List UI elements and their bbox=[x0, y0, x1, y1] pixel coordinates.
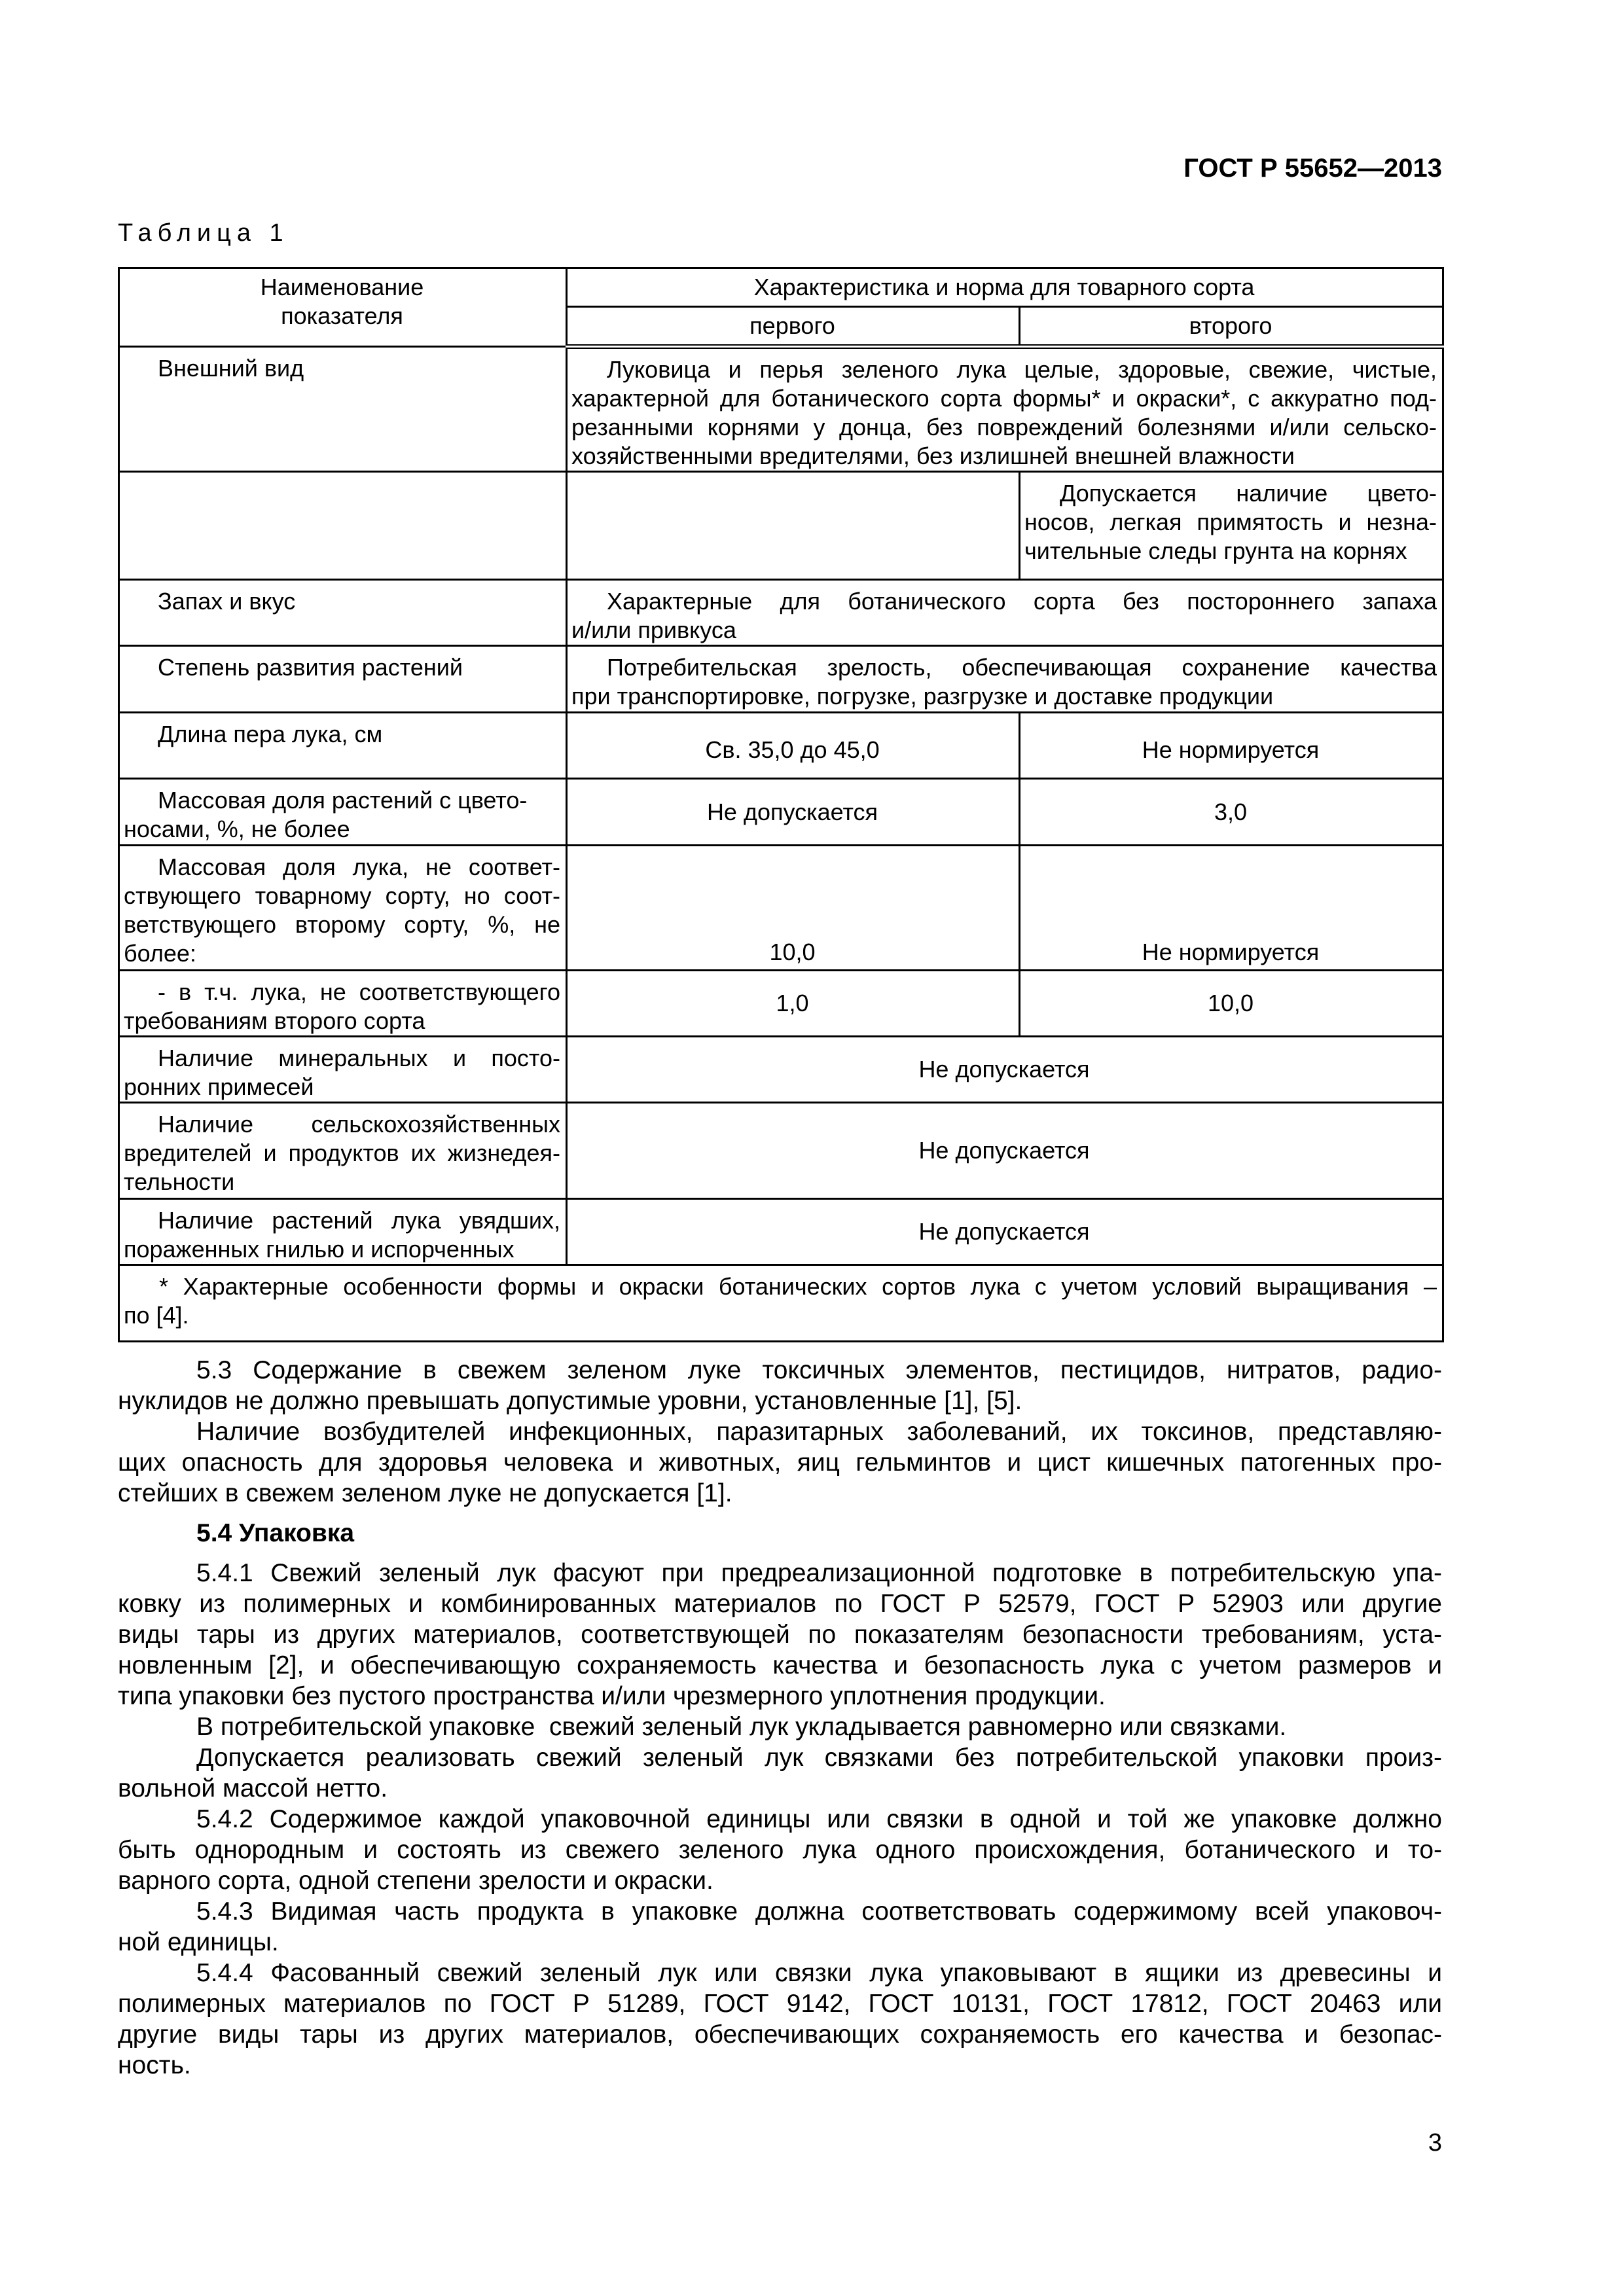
paragraph-5-3 bbox=[118, 1355, 1442, 1416]
table-row bbox=[119, 347, 1443, 472]
norm-second-grade bbox=[1020, 472, 1443, 580]
header-indicator-name bbox=[119, 268, 567, 347]
paragraph-5-4-3 bbox=[118, 1896, 1442, 1958]
table-caption: Таблица 1 bbox=[118, 219, 289, 247]
table-row bbox=[119, 846, 1443, 971]
text-line: 3,0 bbox=[1214, 798, 1248, 825]
header-group-label: Характеристика и норма для товарного сорта bbox=[753, 274, 1255, 300]
text-line: тельности bbox=[124, 1168, 235, 1195]
document-code: ГОСТ Р 55652—2013 bbox=[1183, 154, 1442, 183]
text-line: вредителей и продуктов их жизнедея- bbox=[124, 1139, 560, 1166]
text-line: 5.4.2 Содержимое каждой упаковочной единицы или связки в одной и той же упаковке должно bbox=[196, 1805, 1442, 1833]
text-line: типа упаковки без пустого пространства и/или чрезмерного уплотнения продукции. bbox=[118, 1682, 1106, 1710]
header-second-label: второго bbox=[1189, 312, 1272, 339]
header-first-grade bbox=[567, 307, 1020, 347]
text-line: виды тары из других материалов, соответствующей по показателям безопасности требованиям, уста- bbox=[118, 1621, 1442, 1649]
paragraph-hazards bbox=[118, 1416, 1442, 1509]
text-line: и/или привкуса bbox=[571, 617, 736, 643]
text-line: Степень развития растений bbox=[158, 654, 463, 681]
text-line: Не допускается bbox=[918, 1137, 1090, 1164]
text-line: Наличие возбудителей инфекционных, паразитарных заболеваний, их токсинов, представляю- bbox=[196, 1418, 1442, 1446]
text-line: Длина пера лука, см bbox=[158, 721, 383, 747]
text-line: Не нормируется bbox=[1142, 736, 1320, 763]
text-line: В потребительской упаковке свежий зеленый лук укладывается равномерно или связками. bbox=[196, 1713, 1287, 1741]
text-line: ветствующего второму сорту, %, не bbox=[124, 911, 560, 938]
text-line: вольной массой нетто. bbox=[118, 1774, 388, 1803]
text-line: * Характерные особенности формы и окраски ботанических сортов лука с учетом условий выращивания – bbox=[159, 1273, 1437, 1300]
text-line: пораженных гнилью и испорченных bbox=[124, 1236, 514, 1263]
norm-second-grade bbox=[1020, 779, 1443, 846]
text-line: носов, легкая примятость и незна- bbox=[1024, 509, 1437, 535]
text-line: быть однородным и состоять из свежего зеленого лука одного происхождения, ботанического и то- bbox=[118, 1836, 1442, 1864]
text-line: Луковица и перья зеленого лука целые, здоровые, свежие, чистые, bbox=[607, 356, 1437, 383]
text-line: Наименование bbox=[260, 274, 424, 300]
text-line: Не допускается bbox=[706, 798, 878, 825]
text-line: ствующего товарному сорту, но соот- bbox=[124, 882, 560, 909]
text-line: 5.3 Содержание в свежем зеленом луке токсичных элементов, пестицидов, нитратов, радио- bbox=[196, 1356, 1442, 1384]
table-row bbox=[119, 580, 1443, 646]
text-line: Внешний вид bbox=[158, 355, 304, 382]
table-row bbox=[119, 713, 1443, 779]
norm-both-grades bbox=[567, 1199, 1443, 1265]
text-line: Не допускается bbox=[918, 1056, 1090, 1083]
text-line: - в т.ч. лука, не соответствующего bbox=[158, 978, 560, 1005]
text-line: Св. 35,0 до 45,0 bbox=[705, 736, 880, 763]
text-line: хозяйственными вредителями, без излишней внешней влажности bbox=[571, 442, 1295, 469]
table-row bbox=[119, 1199, 1443, 1265]
norm-second-grade bbox=[1020, 846, 1443, 971]
text-line: Допускается наличие цвето- bbox=[1060, 480, 1437, 507]
text-line: по [4]. bbox=[124, 1302, 189, 1329]
indicator-name bbox=[119, 1199, 567, 1265]
text-line: варного сорта, одной степени зрелости и окраски. bbox=[118, 1867, 713, 1895]
norm-first-grade bbox=[567, 713, 1020, 779]
indicator-name bbox=[119, 713, 567, 779]
norm-both-grades bbox=[567, 580, 1443, 646]
text-line: Массовая доля растений с цвето- bbox=[158, 787, 528, 814]
norm-both-grades bbox=[567, 1037, 1443, 1103]
text-line: 5.4.4 Фасованный свежий зеленый лук или связки лука упаковывают в ящики из древесины и bbox=[196, 1959, 1442, 1987]
paragraph-5-4-4 bbox=[118, 1958, 1442, 2081]
indicator-name bbox=[119, 580, 567, 646]
text-line: показателя bbox=[281, 302, 403, 329]
text-line: Допускается реализовать свежий зеленый лук связками без потребительской упаковки произ- bbox=[196, 1744, 1442, 1772]
text-line: ность. bbox=[118, 2051, 191, 2079]
text-line: 5.4.3 Видимая часть продукта в упаковке должна соответствовать содержимому всей упаковоч- bbox=[196, 1897, 1442, 1926]
text-line: резанными корнями у донца, без повреждений болезнями и/или сельско- bbox=[571, 414, 1437, 440]
section-heading-packaging: 5.4 Упаковка bbox=[196, 1519, 355, 1547]
table-row bbox=[119, 472, 1443, 580]
indicator-name bbox=[119, 646, 567, 713]
paragraph-bunches bbox=[118, 1742, 1442, 1804]
table-footnote bbox=[119, 1265, 1443, 1342]
text-line: при транспортировке, погрузке, разгрузке и доставке продукции bbox=[571, 683, 1274, 709]
indicator-name bbox=[119, 1103, 567, 1199]
text-line: 10,0 bbox=[1207, 990, 1254, 1016]
text-line: более: bbox=[124, 940, 196, 967]
text-line: чительные следы грунта на корнях bbox=[1024, 537, 1407, 564]
table-row bbox=[119, 1037, 1443, 1103]
paragraph-5-4-2 bbox=[118, 1804, 1442, 1896]
text-line: ковку из полимерных и комбинированных материалов по ГОСТ Р 52579, ГОСТ Р 52903 или другие bbox=[118, 1590, 1442, 1618]
text-line: Наличие минеральных и посто- bbox=[158, 1045, 560, 1071]
norm-both-grades bbox=[567, 347, 1443, 472]
text-line: Наличие растений лука увядших, bbox=[158, 1207, 560, 1234]
text-line: Не нормируется bbox=[1142, 939, 1320, 965]
norm-first-grade bbox=[567, 846, 1020, 971]
text-line: нуклидов не должно превышать допустимые уровни, установленные [1], [5]. bbox=[118, 1387, 1022, 1415]
text-line: 1,0 bbox=[776, 990, 809, 1016]
text-line: Запах и вкус bbox=[158, 588, 296, 615]
text-line: ной единицы. bbox=[118, 1928, 279, 1956]
text-line: Наличие сельскохозяйственных bbox=[158, 1111, 560, 1138]
table-footnote-row bbox=[119, 1265, 1443, 1342]
text-line: Массовая доля лука, не соответ- bbox=[158, 853, 560, 880]
text-line: носами, %, не более bbox=[124, 816, 350, 842]
norm-both-grades bbox=[567, 646, 1443, 713]
page-number: 3 bbox=[1428, 2129, 1442, 2157]
indicator-name bbox=[119, 347, 567, 472]
text-line: полимерных материалов по ГОСТ Р 51289, ГОСТ 9142, ГОСТ 10131, ГОСТ 17812, ГОСТ 20463 или bbox=[118, 1990, 1442, 2018]
norm-second-grade bbox=[1020, 713, 1443, 779]
text-line: требованиям второго сорта bbox=[124, 1007, 425, 1034]
norm-first-grade bbox=[567, 971, 1020, 1037]
quality-table bbox=[118, 267, 1444, 1342]
text-line: характерной для ботанического сорта формы* и окраски*, с аккуратно под- bbox=[571, 385, 1437, 412]
indicator-name bbox=[119, 1037, 567, 1103]
text-line: новленным [2], и обеспечивающую сохраняемость качества и безопасность лука с учетом размеров и bbox=[118, 1651, 1442, 1679]
indicator-name bbox=[119, 846, 567, 971]
table-row bbox=[119, 646, 1443, 713]
text-line: Не допускается bbox=[918, 1218, 1090, 1245]
paragraph-consumer-packaging bbox=[118, 1712, 1442, 1742]
text-line: 10,0 bbox=[769, 939, 816, 965]
norm-first-grade bbox=[567, 472, 1020, 580]
norm-second-grade bbox=[1020, 971, 1443, 1037]
text-line: другие виды тары из других материалов, обеспечивающих сохраняемость его качества и безопас- bbox=[118, 2020, 1442, 2049]
table-row bbox=[119, 1103, 1443, 1199]
text-line: ронних примесей bbox=[124, 1073, 314, 1100]
text-line: 5.4.1 Свежий зеленый лук фасуют при предреализационной подготовке в потребительскую упа- bbox=[196, 1559, 1442, 1587]
body-text bbox=[118, 1355, 1442, 2081]
text-line: Потребительская зрелость, обеспечивающая сохранение качества bbox=[607, 654, 1437, 681]
header-first-label: первого bbox=[749, 312, 835, 339]
norm-both-grades bbox=[567, 1103, 1443, 1199]
table-row bbox=[119, 971, 1443, 1037]
text-line: Характерные для ботанического сорта без постороннего запаха bbox=[607, 588, 1437, 615]
indicator-name bbox=[119, 779, 567, 846]
header-characteristic bbox=[567, 268, 1443, 307]
header-second-grade bbox=[1020, 307, 1443, 347]
text-line: щих опасность для здоровья человека и животных, яиц гельминтов и цист кишечных патогенных про- bbox=[118, 1448, 1442, 1477]
text-line: стейших в свежем зеленом луке не допускается [1]. bbox=[118, 1479, 732, 1507]
norm-first-grade bbox=[567, 779, 1020, 846]
indicator-name bbox=[119, 472, 567, 580]
indicator-name bbox=[119, 971, 567, 1037]
table-row bbox=[119, 779, 1443, 846]
paragraph-5-4-1 bbox=[118, 1558, 1442, 1712]
